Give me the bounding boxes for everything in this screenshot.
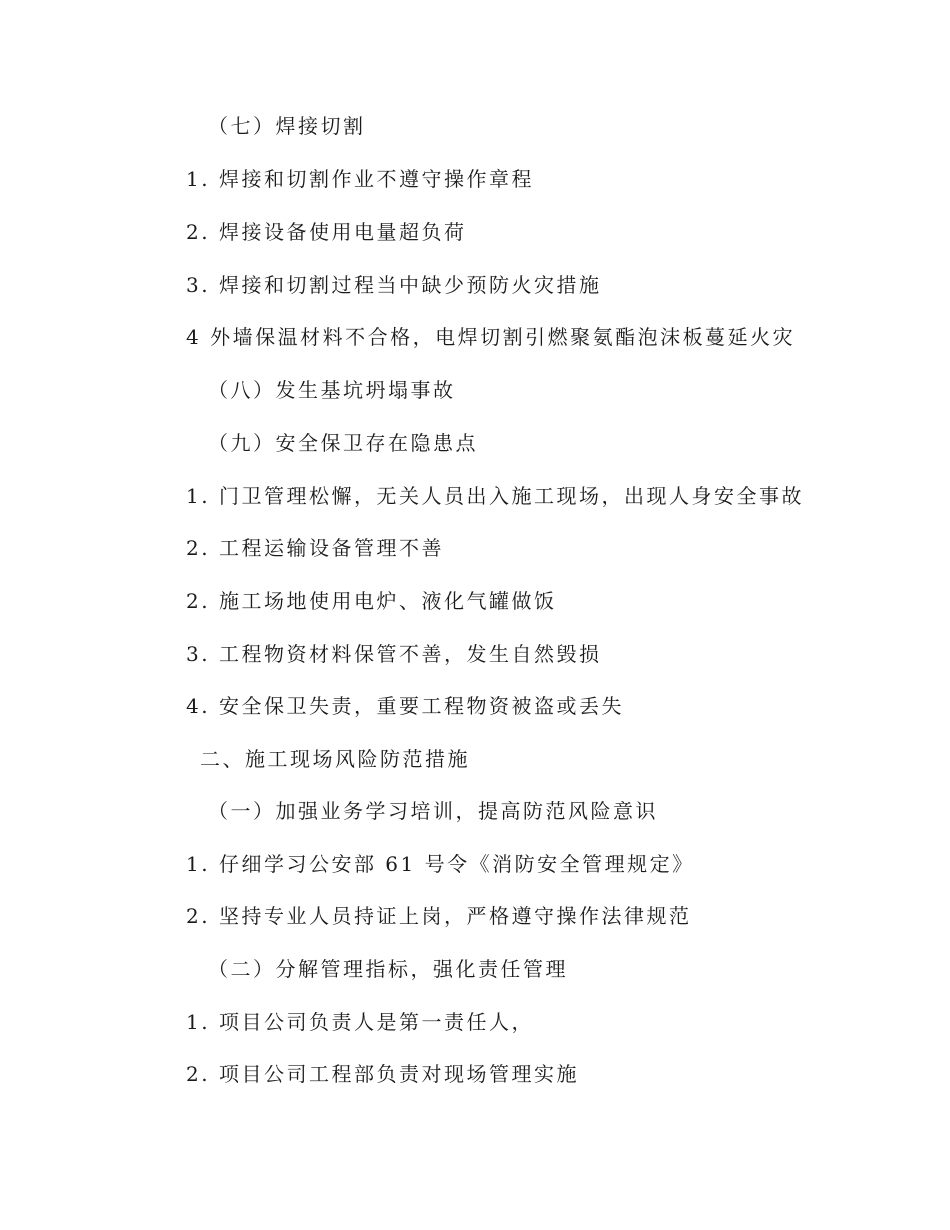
subheading-responsibility: （二）分解管理指标，强化责任管理: [208, 957, 568, 981]
subheading-training: （一）加强业务学习培训，提高防范风险意识: [208, 799, 658, 823]
subheading-foundation-collapse: （八）发生基坑坍塌事故: [208, 378, 456, 402]
list-item: 2. 工程运输设备管理不善: [186, 536, 444, 560]
list-item: 1. 项目公司负责人是第一责任人，: [186, 1010, 534, 1034]
list-item: 2. 焊接设备使用电量超负荷: [186, 220, 467, 244]
list-item: 2. 坚持专业人员持证上岗，严格遵守操作法律规范: [186, 904, 692, 928]
subheading-welding-cutting: （七）焊接切割: [208, 114, 366, 138]
list-item: 2. 项目公司工程部负责对现场管理实施: [186, 1062, 579, 1086]
subheading-security-hazards: （九）安全保卫存在隐患点: [208, 431, 478, 455]
list-item: 3. 焊接和切割过程当中缺少预防火灾措施: [186, 273, 602, 297]
list-item: 3. 工程物资材料保管不善，发生自然毁损: [186, 642, 602, 666]
list-item: 1. 门卫管理松懈，无关人员出入施工现场，出现人身安全事故: [186, 484, 804, 508]
list-item: 1. 焊接和切割作业不遵守操作章程: [186, 167, 534, 191]
section-heading-prevention-measures: 二、施工现场风险防范措施: [200, 747, 470, 771]
list-item: 1. 仔细学习公安部 61 号令《消防安全管理规定》: [186, 852, 695, 876]
list-item: 4. 安全保卫失责，重要工程物资被盗或丢失: [186, 694, 624, 718]
list-item: 4 外墙保温材料不合格，电焊切割引燃聚氨酯泡沫板蔓延火灾: [186, 325, 796, 349]
list-item: 2. 施工场地使用电炉、液化气罐做饭: [186, 589, 557, 613]
